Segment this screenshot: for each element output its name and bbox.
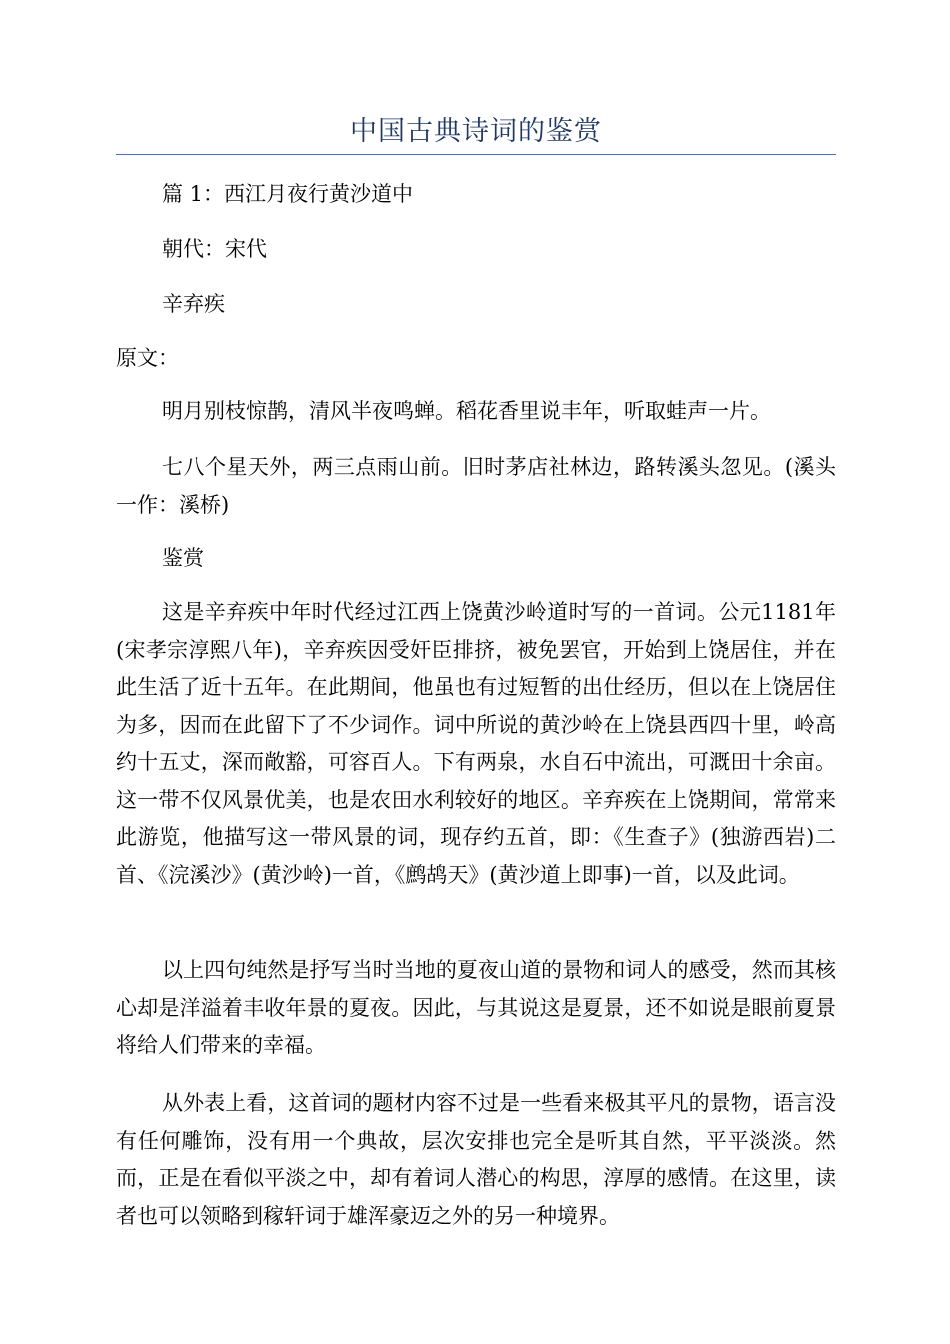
appreciation-label: 鉴赏	[162, 546, 204, 570]
original-label: 原文：	[116, 346, 179, 370]
author-line: 辛弃疾	[162, 292, 225, 316]
poem-line-2: 七八个星天外，两三点雨山前。旧时茅店社林边，路转溪头忽见。(溪头一作：溪桥)	[116, 455, 836, 517]
title-underline	[116, 154, 836, 155]
paragraph-2: 以上四句纯然是抒写当时当地的夏夜山道的景物和词人的感受，然而其核心却是洋溢着丰收年景的夏夜。因此，与其说这是夏景，还不如说是眼前夏景将给人们带来的幸福。	[116, 958, 836, 1057]
section-heading: 篇 1：西江月夜行黄沙道中	[162, 182, 414, 206]
paragraph-1: 这是辛弃疾中年时代经过江西上饶黄沙岭道时写的一首词。公元1181年(宋孝宗淳熙八年)，辛弃疾因受奸臣排挤，被免罢官，开始到上饶居住，并在此生活了近十五年。在此期间，他虽也有过短暂的出仕经历，但以在上饶居住为多，因而在此留下了不少词作。词中所说的黄沙岭在上饶县西四十里，岭高约十五丈，深而敞豁，可容百人。下有两泉，水自石中流出，可溉田十余亩。这一带不仅风景优美，也是农田水利较好的地区。辛弃疾在上饶期间，常常来此游览，他描写这一带风景的词，现存约五首，即：《生查子》(独游西岩)二首、《浣溪沙》(黄沙岭)一首，《鹧鸪天》(黄沙道上即事)一首，以及此词。	[116, 600, 836, 887]
poem-line-1: 明月别枝惊鹊，清风半夜鸣蝉。稻花香里说丰年，听取蛙声一片。	[162, 399, 771, 423]
document-title: 中国古典诗词的鉴赏	[350, 116, 602, 147]
paragraph-3: 从外表上看，这首词的题材内容不过是一些看来极其平凡的景物，语言没有任何雕饰，没有用一个典故，层次安排也完全是听其自然，平平淡淡。然而，正是在看似平淡之中，却有着词人潜心的构思，淳厚的感情。在这里，读者也可以领略到稼轩词于雄浑豪迈之外的另一种境界。	[116, 1091, 836, 1228]
dynasty-line: 朝代：宋代	[162, 237, 267, 261]
